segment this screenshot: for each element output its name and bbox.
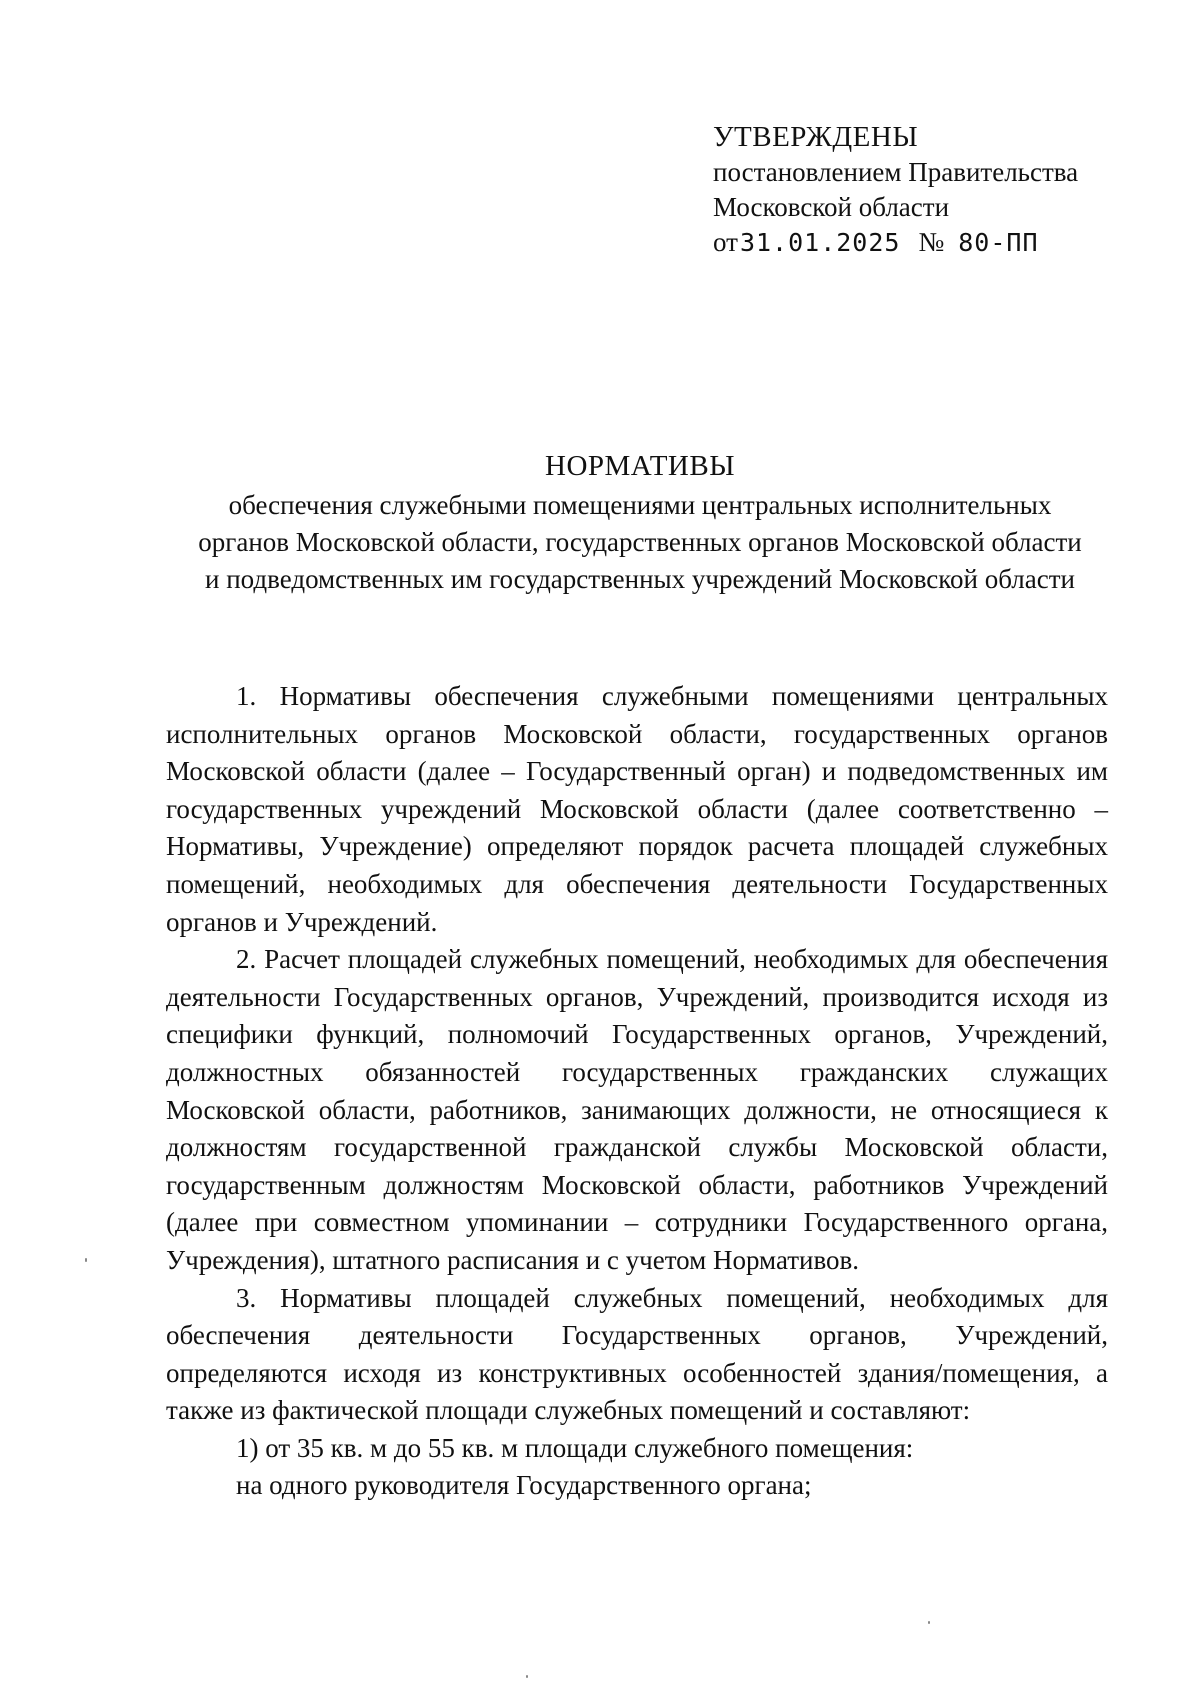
date-prefix: от [713,227,738,257]
subtitle-line: органов Московской области, государственных органов Московской области [198,527,1082,557]
approval-date: 31.01.2025 [739,228,901,257]
scan-speck [526,1675,528,1678]
sub-item-2: на одного руководителя Государственного органа; [236,1470,812,1501]
approval-line-1: постановлением Правительства [713,157,1079,187]
document-body [166,678,1108,1505]
approval-stamp [713,120,1153,260]
approval-heading: УТВЕРЖДЕНЫ [713,121,919,153]
approval-number: 80-ПП [958,228,1039,257]
subtitle-line: обеспечения служебными помещениями центральных исполнительных [228,490,1052,520]
scan-speck [85,1258,87,1262]
scan-speck [928,1621,930,1624]
paragraph-2: 2. Расчет площадей служебных помещений, необходимых для обеспечения деятельности Государственных органов, Учреждений, производится исходя из специфики функций, полномочий Государственных органов, Учреждений, должностных обязанностей государственных гражданских служащих Московской области, работников, занимающих должности, не относящиеся к должностям государственной гражданской службы Московской области, государственным должностям Московской области, работников Учреждений (далее при совместном упоминании – сотрудники Государственного органа, Учреждения), штатного расписания и с учетом Нормативов. [166,944,1108,1275]
subtitle-line: и подведомственных им государственных учреждений Московской области [205,564,1075,594]
number-sign: № [918,227,945,257]
sub-item-1: 1) от 35 кв. м до 55 кв. м площади служебного помещения: [236,1432,914,1463]
approval-line-2: Московской области [713,192,950,222]
paragraph-3: 3. Нормативы площадей служебных помещений, необходимых для обеспечения деятельности Государственных органов, Учреждений, определяются исходя из конструктивных особенностей здания/помещения, а также из фактической площади служебных помещений и составляют: [166,1282,1108,1426]
paragraph-1: 1. Нормативы обеспечения служебными помещениями центральных исполнительных органов Московской области, государственных органов Московской области (далее – Государственный орган) и подведомственных им государственных учреждений Московской области (далее соответственно – Нормативы, Учреждение) определяют порядок расчета площадей служебных помещений, необходимых для обеспечения деятельности Государственных органов и Учреждений. [166,681,1108,937]
main-title: НОРМАТИВЫ [545,450,735,482]
document-title [160,448,1120,598]
approval-date-number [713,225,1153,260]
